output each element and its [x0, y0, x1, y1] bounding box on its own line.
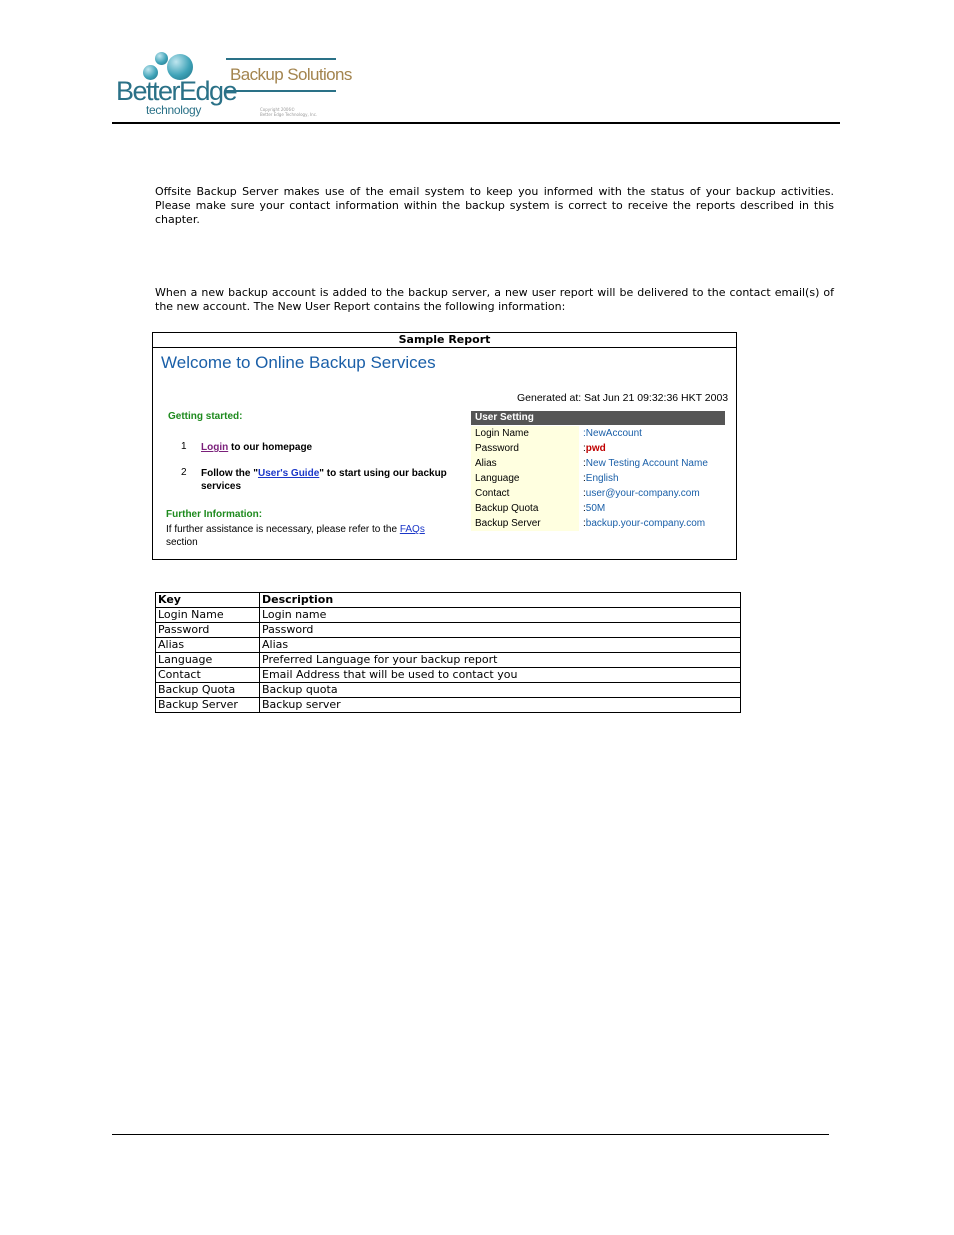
- setting-key: Alias: [471, 456, 579, 471]
- copyright-note: [260, 107, 350, 117]
- setting-key: Password: [471, 441, 579, 456]
- table-row: [156, 608, 741, 623]
- step-number: 2: [181, 467, 187, 478]
- setting-value-text: English: [585, 473, 619, 484]
- setting-value: :pwd: [583, 443, 606, 454]
- setting-value-text: user@your-company.com: [585, 488, 700, 499]
- description-cell: Backup server: [260, 698, 741, 713]
- user-setting-row: [471, 501, 725, 516]
- footer-divider: [112, 1134, 829, 1135]
- description-cell: Password: [260, 623, 741, 638]
- step-number: 1: [181, 441, 187, 452]
- setting-value: :New Testing Account Name: [583, 458, 708, 469]
- setting-value-text: pwd: [585, 443, 606, 454]
- copyright-line: Better Edge Technology, Inc.: [260, 112, 318, 117]
- key-cell: Backup Quota: [156, 683, 260, 698]
- setting-key: Backup Quota: [471, 501, 579, 516]
- users-guide-link[interactable]: User's Guide: [257, 468, 320, 479]
- user-setting-row: [471, 426, 725, 441]
- sample-report: [152, 332, 737, 560]
- faqs-link[interactable]: FAQs: [399, 524, 425, 535]
- sample-report-caption: Sample Report: [153, 333, 736, 348]
- user-setting-heading: User Setting: [471, 411, 725, 425]
- table-row: [156, 698, 741, 713]
- setting-value-text: New Testing Account Name: [585, 458, 708, 469]
- setting-key: Backup Server: [471, 516, 579, 531]
- description-cell: Login name: [260, 608, 741, 623]
- key-description-table: [155, 592, 741, 713]
- copyright-line: Copyright 2006©: [260, 107, 295, 112]
- further-information-text: [166, 523, 456, 549]
- logo-wordmark: BetterEdge: [116, 76, 237, 106]
- step-text: Follow the ": [201, 468, 258, 479]
- user-setting-row: [471, 441, 725, 456]
- table-row: [156, 638, 741, 653]
- company-logo: [112, 48, 352, 122]
- key-cell: Backup Server: [156, 698, 260, 713]
- key-cell: Alias: [156, 638, 260, 653]
- setting-value: :backup.your-company.com: [583, 518, 706, 529]
- logo-subtitle: technology: [146, 103, 202, 117]
- table-row: [156, 623, 741, 638]
- key-cell: Login Name: [156, 608, 260, 623]
- column-header-key: Key: [156, 593, 260, 608]
- header-divider: [112, 122, 840, 124]
- setting-value-text: NewAccount: [585, 428, 642, 439]
- brand-banner: [226, 58, 352, 92]
- table-row: [156, 668, 741, 683]
- column-header-description: Description: [260, 593, 741, 608]
- new-user-paragraph: When a new backup account is added to the backup server, a new user report will be delivered to the contact email(s) of the new account. The New User Report contains the following information:: [155, 286, 834, 313]
- setting-value: :50M: [583, 503, 606, 514]
- description-cell: Alias: [260, 638, 741, 653]
- further-information-heading: Further Information:: [166, 509, 263, 520]
- step-text: " to start using our backup services: [201, 468, 447, 492]
- key-cell: Contact: [156, 668, 260, 683]
- logo-bubble-medium-icon: [155, 52, 168, 65]
- description-cell: Email Address that will be used to contact you: [260, 668, 741, 683]
- setting-key: Contact: [471, 486, 579, 501]
- setting-key: Login Name: [471, 426, 579, 441]
- welcome-heading: Welcome to Online Backup Services: [161, 353, 436, 372]
- description-cell: Backup quota: [260, 683, 741, 698]
- further-text: If further assistance is necessary, please refer to the: [166, 524, 400, 535]
- user-setting-row: [471, 456, 725, 471]
- key-cell: Password: [156, 623, 260, 638]
- getting-started-heading: Getting started:: [168, 411, 243, 422]
- step-users-guide: [201, 467, 461, 493]
- user-setting-table: [471, 426, 725, 531]
- table-row: [156, 653, 741, 668]
- setting-value-text: backup.your-company.com: [585, 518, 706, 529]
- setting-value-text: 50M: [585, 503, 606, 514]
- setting-value: :NewAccount: [583, 428, 642, 439]
- further-text: section: [166, 537, 198, 548]
- table-row: [156, 683, 741, 698]
- user-setting-row: [471, 471, 725, 486]
- setting-value: :user@your-company.com: [583, 488, 700, 499]
- setting-value: :English: [583, 473, 619, 484]
- user-setting-row: [471, 486, 725, 501]
- step-login: [201, 441, 461, 454]
- description-cell: Preferred Language for your backup report: [260, 653, 741, 668]
- intro-paragraph: Offsite Backup Server makes use of the email system to keep you informed with the status of your backup activities. Please make sure your contact information within the backup system is correct to receive the reports described in this chapter.: [155, 185, 834, 226]
- login-link[interactable]: Login: [201, 442, 229, 453]
- table-header-row: [156, 593, 741, 608]
- step-text: to our homepage: [228, 442, 313, 453]
- brand-name: Backup Solutions: [230, 65, 352, 84]
- generated-timestamp: Generated at: Sat Jun 21 09:32:36 HKT 2003: [517, 392, 729, 404]
- setting-key: Language: [471, 471, 579, 486]
- key-cell: Language: [156, 653, 260, 668]
- user-setting-row: [471, 516, 725, 531]
